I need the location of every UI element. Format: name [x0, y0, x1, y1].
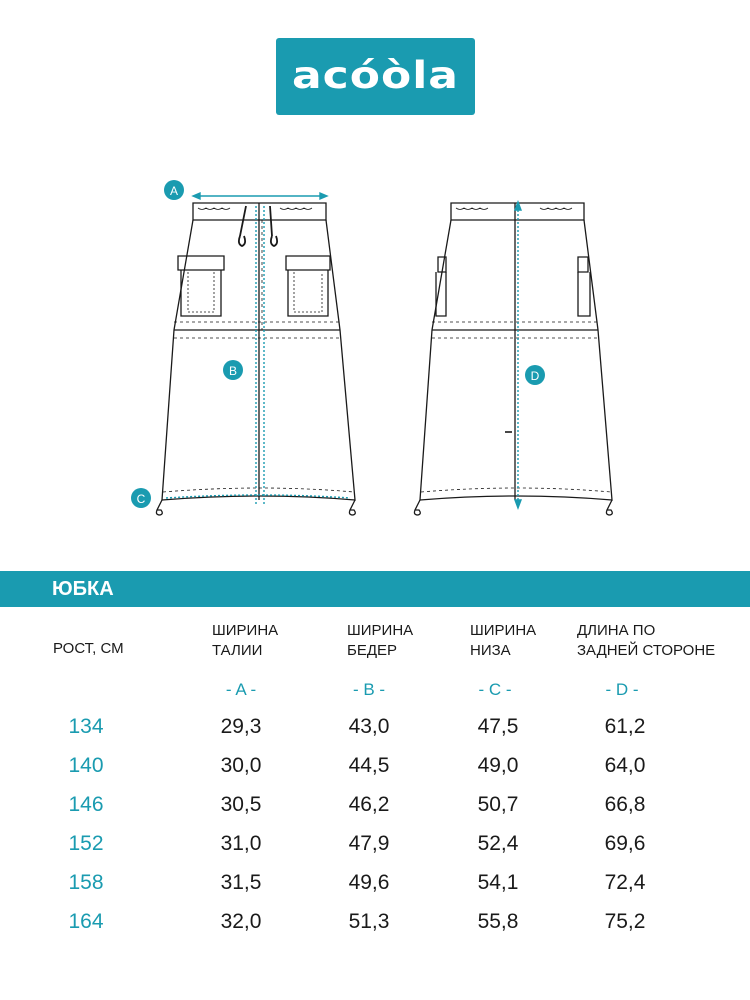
- header-hips-line2: БЕДЕР: [347, 642, 398, 659]
- brand-logo: [276, 38, 475, 115]
- cell-b: 46,2: [348, 793, 390, 816]
- table-row: [0, 713, 750, 743]
- cell-d: 66,8: [604, 793, 646, 816]
- cell-d: 61,2: [604, 715, 646, 738]
- header-hem: [470, 621, 536, 661]
- svg-text:B: B: [228, 364, 238, 378]
- measure-line-a: [193, 193, 327, 199]
- measure-line-d: [515, 202, 521, 508]
- table-row: [0, 791, 750, 821]
- letter-a: - A -: [225, 680, 257, 699]
- letter-b: - B -: [352, 680, 386, 699]
- marker-b: [223, 360, 243, 380]
- svg-text:A: A: [169, 184, 179, 198]
- header-hem-line1: ШИРИНА: [470, 622, 537, 639]
- cell-a: 31,0: [220, 832, 262, 855]
- cell-height: 140: [68, 754, 104, 777]
- header-hips-line1: ШИРИНА: [347, 622, 414, 639]
- header-waist-line1: ШИРИНА: [212, 622, 279, 639]
- cell-d: 64,0: [604, 754, 646, 777]
- table-row: [0, 830, 750, 860]
- cell-c: 47,5: [477, 715, 519, 738]
- header-height: РОСТ, СМ: [53, 640, 124, 657]
- marker-d: [525, 365, 545, 385]
- cell-c: 54,1: [477, 871, 519, 894]
- cell-a: 31,5: [220, 871, 262, 894]
- cell-b: 44,5: [348, 754, 390, 777]
- cell-c: 52,4: [477, 832, 519, 855]
- svg-text:C: C: [136, 492, 146, 506]
- cell-c: 55,8: [477, 910, 519, 933]
- header-waist: [212, 621, 278, 661]
- cell-height: 158: [68, 871, 104, 894]
- cell-height: 134: [68, 715, 104, 738]
- cell-d: 72,4: [604, 871, 646, 894]
- cell-b: 51,3: [348, 910, 390, 933]
- cell-height: 152: [68, 832, 104, 855]
- cell-a: 29,3: [220, 715, 262, 738]
- measure-line-b: [256, 206, 264, 504]
- table-title: ЮБКА: [52, 578, 114, 600]
- marker-a: [164, 180, 184, 200]
- letter-d: - D -: [605, 680, 639, 699]
- cell-c: 50,7: [477, 793, 519, 816]
- skirt-back-view: [414, 203, 612, 515]
- cell-b: 47,9: [348, 832, 390, 855]
- header-waist-line2: ТАЛИИ: [212, 642, 263, 659]
- letter-c: - C -: [478, 680, 512, 699]
- marker-c: [131, 488, 151, 508]
- cell-d: 69,6: [604, 832, 646, 855]
- header-length-line1: ДЛИНА ПО: [577, 622, 656, 639]
- table-row: [0, 869, 750, 899]
- cell-b: 43,0: [348, 715, 390, 738]
- svg-text:D: D: [530, 369, 540, 383]
- header-hips: [347, 621, 413, 661]
- cell-a: 32,0: [220, 910, 262, 933]
- header-length: [577, 621, 715, 661]
- cell-d: 75,2: [604, 910, 646, 933]
- cell-height: 146: [68, 793, 104, 816]
- header-hem-line2: НИЗА: [470, 642, 511, 659]
- cell-b: 49,6: [348, 871, 390, 894]
- section-band: [0, 571, 750, 607]
- brand-logo-text: acóòla: [291, 53, 459, 97]
- skirt-technical-drawing: [0, 170, 750, 530]
- cell-a: 30,5: [220, 793, 262, 816]
- header-length-line2: ЗАДНЕЙ СТОРОНЕ: [577, 642, 716, 659]
- table-row: [0, 908, 750, 938]
- cell-c: 49,0: [477, 754, 519, 777]
- cell-height: 164: [68, 910, 104, 933]
- table-row: [0, 752, 750, 782]
- cell-a: 30,0: [220, 754, 262, 777]
